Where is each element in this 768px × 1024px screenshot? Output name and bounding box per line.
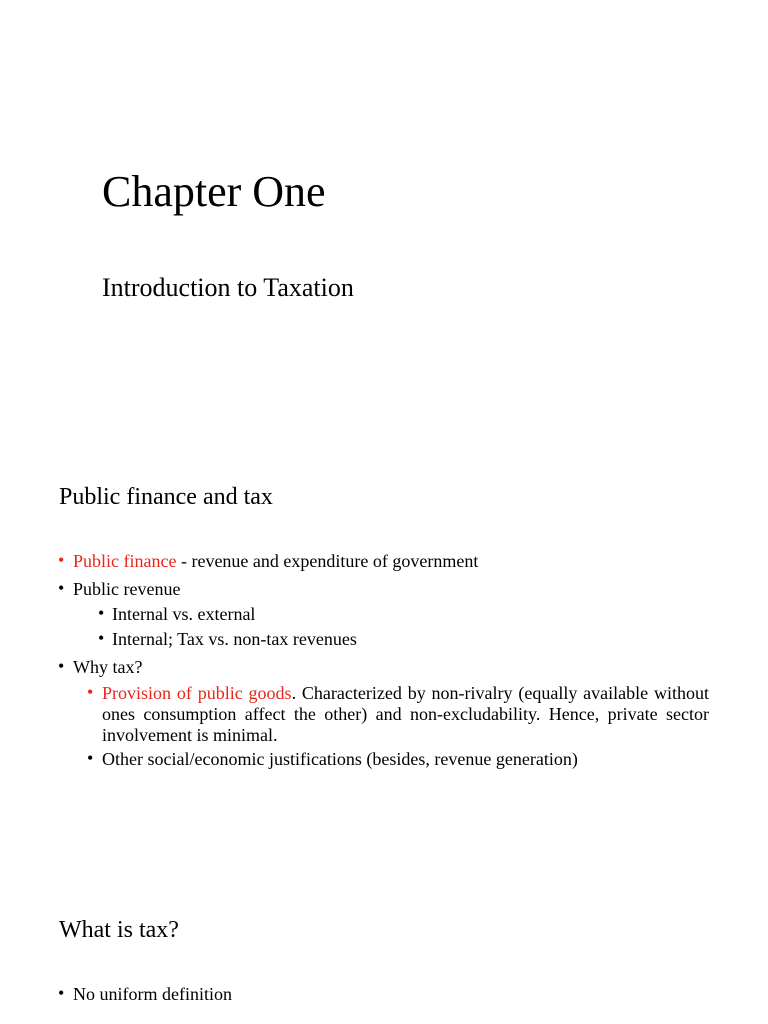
section-heading-what-is-tax: What is tax? xyxy=(59,917,179,943)
bullet-dot: • xyxy=(58,656,65,676)
chapter-subtitle: Introduction to Taxation xyxy=(102,273,354,302)
list-item: Why tax? xyxy=(73,657,143,677)
list-item: Internal; Tax vs. non-tax revenues xyxy=(112,629,357,649)
bullet-dot: • xyxy=(87,748,94,768)
list-item: Public revenue xyxy=(73,579,181,599)
highlight-term: Public finance xyxy=(73,551,177,571)
bullet-dot: • xyxy=(98,628,105,648)
section-heading-public-finance: Public finance and tax xyxy=(59,484,273,510)
item-text: . Characterized by non-rivalry (equally available without ones consumption affect the other) and non-excludability. Hence, private sector involvement is minimal. xyxy=(102,683,709,745)
bullet-dot: • xyxy=(58,550,65,570)
bullet-dot: • xyxy=(87,682,94,702)
bullet-dot: • xyxy=(58,983,65,1003)
highlight-term: Provision of public goods xyxy=(102,683,292,703)
item-text: - revenue and expenditure of government xyxy=(176,551,479,571)
list-item: No uniform definition xyxy=(73,984,232,1004)
chapter-title: Chapter One xyxy=(102,167,326,216)
list-item xyxy=(102,683,709,746)
list-item: Other social/economic justifications (besides, revenue generation) xyxy=(102,749,578,769)
list-item xyxy=(73,551,478,572)
bullet-dot: • xyxy=(58,578,65,598)
bullet-dot: • xyxy=(98,603,105,623)
list-item: Internal vs. external xyxy=(112,604,256,624)
